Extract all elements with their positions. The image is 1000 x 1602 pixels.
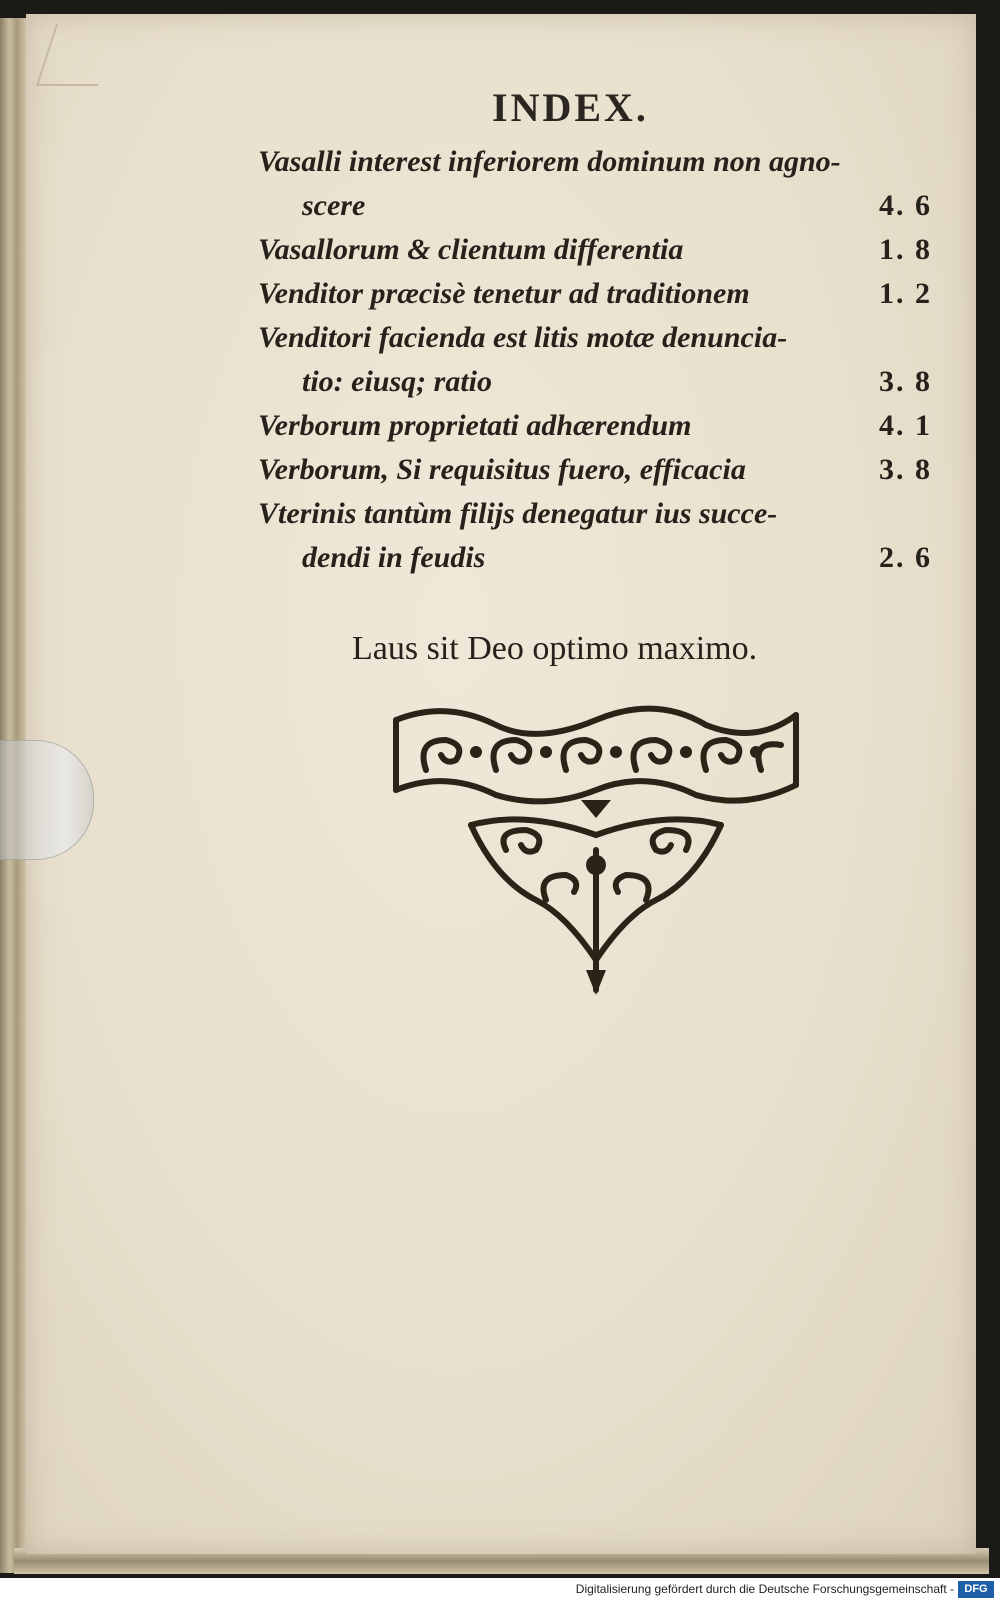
entry-line: Verborum proprietati adhærendum	[258, 409, 692, 442]
index-entry	[258, 272, 938, 316]
entry-reference: 3. 8	[879, 453, 932, 486]
entry-reference: 4. 6	[879, 189, 932, 222]
entry-line-continued: tio: eiusq; ratio	[302, 365, 493, 398]
entry-line: Venditor præcisè tenetur ad traditionem	[258, 277, 750, 310]
index-entry	[258, 228, 938, 272]
entry-line: Vasalli interest inferiorem dominum non agno-	[258, 145, 841, 178]
index-entry	[258, 448, 938, 492]
entry-reference: 2. 6	[879, 541, 932, 574]
dfg-logo-icon: DFG	[958, 1581, 994, 1598]
index-entry	[258, 492, 938, 580]
footer-credit: Digitalisierung gefördert durch die Deutsche Forschungsgemeinschaft -	[575, 1582, 954, 1596]
entry-line: Venditori facienda est litis motæ denuncia-	[258, 321, 788, 354]
footer-bar	[0, 1578, 1000, 1602]
index-entry	[258, 140, 938, 228]
closing-line: Laus sit Deo optimo maximo.	[352, 630, 758, 667]
entry-line: Vasallorum & clientum differentia	[258, 233, 684, 266]
entry-reference: 3. 8	[879, 365, 932, 398]
page-header: INDEX.	[492, 85, 649, 130]
floral-tailpiece-ornament-icon	[386, 700, 806, 1000]
entry-line: Verborum, Si requisitus fuero, efficacia	[258, 453, 746, 486]
index-entry	[258, 404, 938, 448]
entry-reference: 4. 1	[879, 409, 932, 442]
folded-corner	[36, 24, 118, 86]
index-entry	[258, 316, 938, 404]
entry-reference: 1. 2	[879, 277, 932, 310]
entry-line-continued: scere	[302, 189, 366, 222]
index-entries	[258, 140, 938, 580]
entry-line: Vterinis tantùm filijs denegatur ius succe-	[258, 497, 778, 530]
entry-line-continued: dendi in feudis	[302, 541, 486, 574]
entry-reference: 1. 8	[879, 233, 932, 266]
